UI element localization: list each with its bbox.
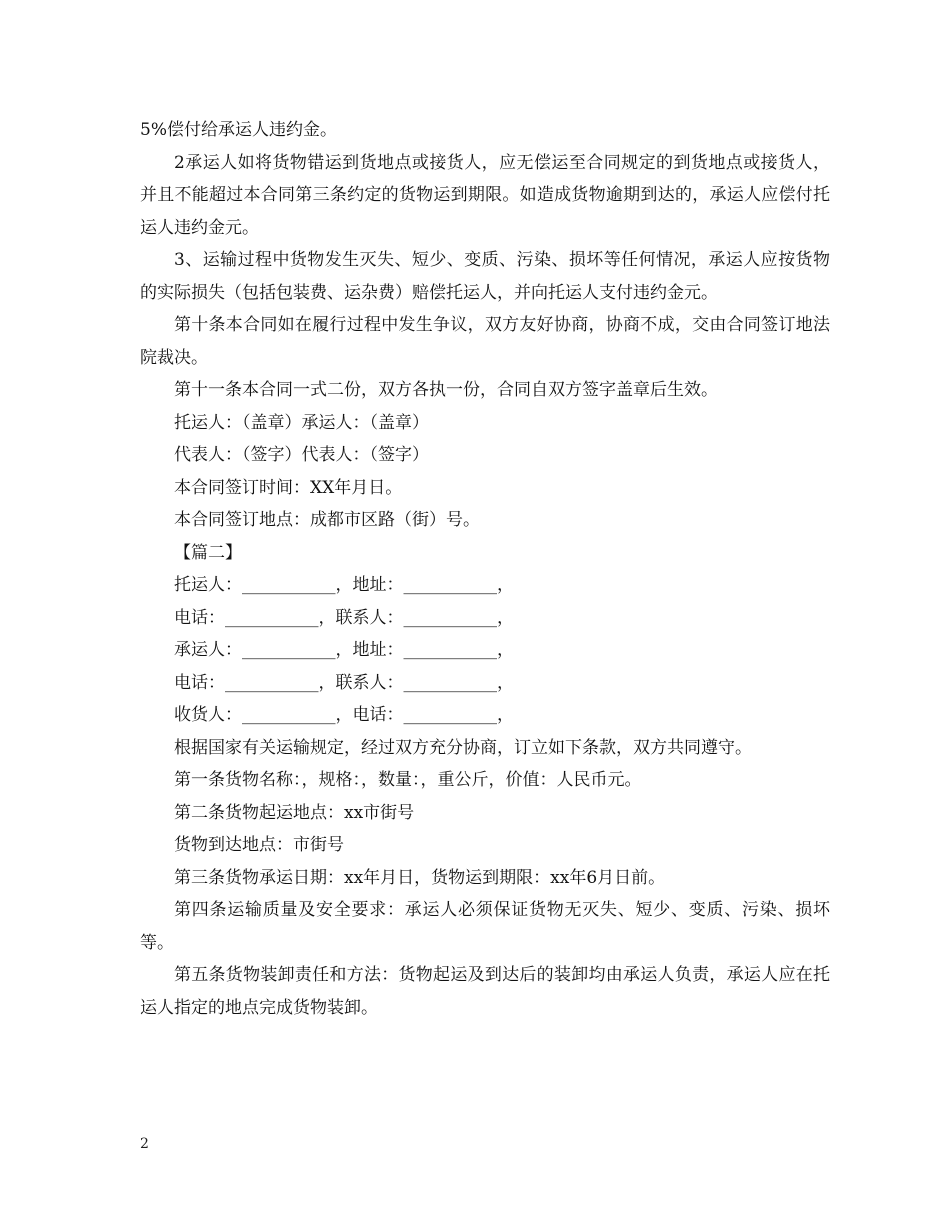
clause-2-destination: 货物到达地点：市街号 [174, 835, 344, 855]
signature-line-seal: 托运人：（盖章）承运人：（盖章） [174, 412, 429, 433]
form-line-carrier: 承运人：___________，地址：___________， [174, 640, 514, 660]
paragraph: 第十条本合同如在履行过程中发生争议，双方友好协商，协商不成，交由合同签订地法院裁决。 [140, 315, 830, 368]
clause-1: 第一条货物名称：，规格：，数量：，重公斤，价值：人民币元。 [174, 770, 642, 790]
document-body [140, 114, 830, 1024]
paragraph: 3、运输过程中货物发生灭失、短少、变质、污染、损坏等任何情况，承运人应按货物的实际损失（包括包装费、运杂费）赔偿托运人，并向托运人支付违约金元。 [140, 250, 830, 303]
clause-3: 第三条货物承运日期：xx年月日，货物运到期限：xx年6月日前。 [174, 867, 666, 888]
form-line-carrier-phone: 电话：___________，联系人：___________， [174, 672, 514, 693]
page-number: 2 [140, 1136, 149, 1152]
signing-place: 本合同签订地点：成都市区路（街）号。 [174, 510, 480, 530]
clause-5: 第五条货物装卸责任和方法：货物起运及到达后的装卸均由承运人负责，承运人应在托运人指定的地点完成货物装卸。 [140, 965, 830, 1018]
paragraph: 第十一条本合同一式二份，双方各执一份，合同自双方签字盖章后生效。 [174, 380, 718, 400]
form-line-shipper: 托运人：___________，地址：___________， [174, 575, 514, 595]
section-heading: 【篇二】 [174, 542, 242, 563]
signature-line-sign: 代表人：（签字）代表人：（签字） [174, 445, 429, 465]
paragraph: 2承运人如将货物错运到货地点或接货人，应无偿运至合同规定的到货地点或接货人，并且不能超过本合同第三条约定的货物运到期限。如造成货物逾期到达的，承运人应偿付托运人违约金元。 [140, 152, 830, 238]
clause-2: 第二条货物起运地点：xx市街号 [174, 802, 415, 823]
paragraph: 5%偿付给承运人违约金。 [140, 120, 337, 140]
form-line-consignee: 收货人：___________，电话：___________， [174, 705, 514, 725]
paragraph: 根据国家有关运输规定，经过双方充分协商，订立如下条款，双方共同遵守。 [174, 737, 752, 758]
clause-4: 第四条运输质量及安全要求：承运人必须保证货物无灭失、短少、变质、污染、损坏等。 [140, 900, 830, 953]
signing-time: 本合同签订时间：XX年月日。 [174, 477, 403, 498]
form-line-shipper-phone: 电话：___________，联系人：___________， [174, 607, 514, 628]
